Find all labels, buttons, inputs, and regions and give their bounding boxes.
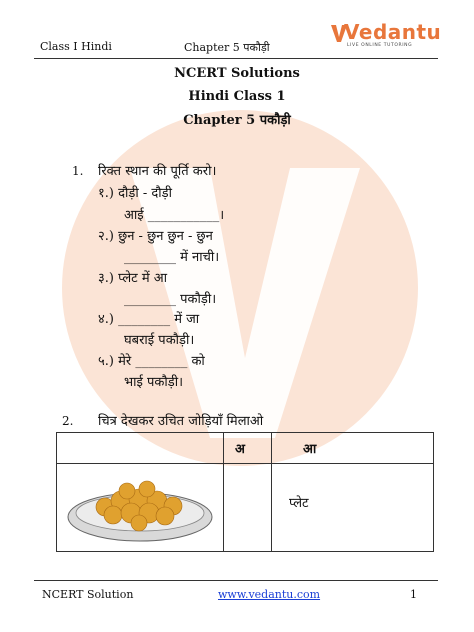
q1-item3-line1: ३.) प्लेट में आ bbox=[98, 271, 168, 286]
column-header-a: अ bbox=[235, 442, 245, 457]
q2-number: 2. bbox=[62, 414, 74, 428]
logo-text: Vedantu bbox=[344, 20, 442, 44]
q1-number: 1. bbox=[72, 164, 84, 178]
header-divider bbox=[34, 58, 438, 59]
title-chapter: Chapter 5 पकौड़ी bbox=[183, 113, 291, 128]
header-chapter: Chapter 5 पकौड़ी bbox=[184, 41, 270, 54]
footer-label: NCERT Solution bbox=[42, 588, 134, 601]
q1-prompt: रिक्त स्थान की पूर्ति करो। bbox=[98, 164, 217, 179]
footer-divider bbox=[34, 580, 438, 581]
page-header bbox=[0, 0, 474, 62]
q1-item2-line1: २.) छुन - छुन छुन - छुन bbox=[98, 229, 213, 244]
q2-prompt: चित्र देखकर उचित जोड़ियाँ मिलाओ bbox=[98, 414, 264, 429]
logo-tagline: LIVE ONLINE TUTORING bbox=[347, 43, 413, 48]
pakodi-plate-image bbox=[65, 473, 215, 543]
footer-website-link[interactable]: www.vedantu.com bbox=[218, 588, 321, 601]
table-divider bbox=[223, 433, 224, 551]
q1-item5-line2: भाई पकौड़ी। bbox=[124, 375, 184, 390]
table-divider bbox=[57, 463, 433, 464]
q1-item4-line1: ४.) ________ में जा bbox=[98, 312, 200, 327]
header-class: Class I Hindi bbox=[40, 40, 112, 53]
title-class: Hindi Class 1 bbox=[188, 89, 286, 104]
q1-item5-line1: ५.) मेरे ________ को bbox=[98, 354, 205, 369]
q1-item3-line2: ________ पकौड़ी। bbox=[124, 292, 217, 307]
table-divider bbox=[271, 433, 272, 551]
vedantu-logo bbox=[330, 20, 442, 50]
q1-item2-line2: ________ में नाची। bbox=[124, 250, 220, 265]
matching-table bbox=[56, 432, 434, 552]
row1-answer: प्लेट bbox=[289, 496, 309, 511]
q1-item1-line2: आई ___________। bbox=[124, 208, 225, 223]
page-number: 1 bbox=[410, 588, 417, 601]
column-header-b: आ bbox=[303, 442, 317, 457]
title-ncert: NCERT Solutions bbox=[174, 66, 300, 81]
q1-item4-line2: घबराई पकौड़ी। bbox=[124, 333, 195, 348]
q1-item1-line1: १.) दौड़ी - दौड़ी bbox=[98, 186, 172, 201]
